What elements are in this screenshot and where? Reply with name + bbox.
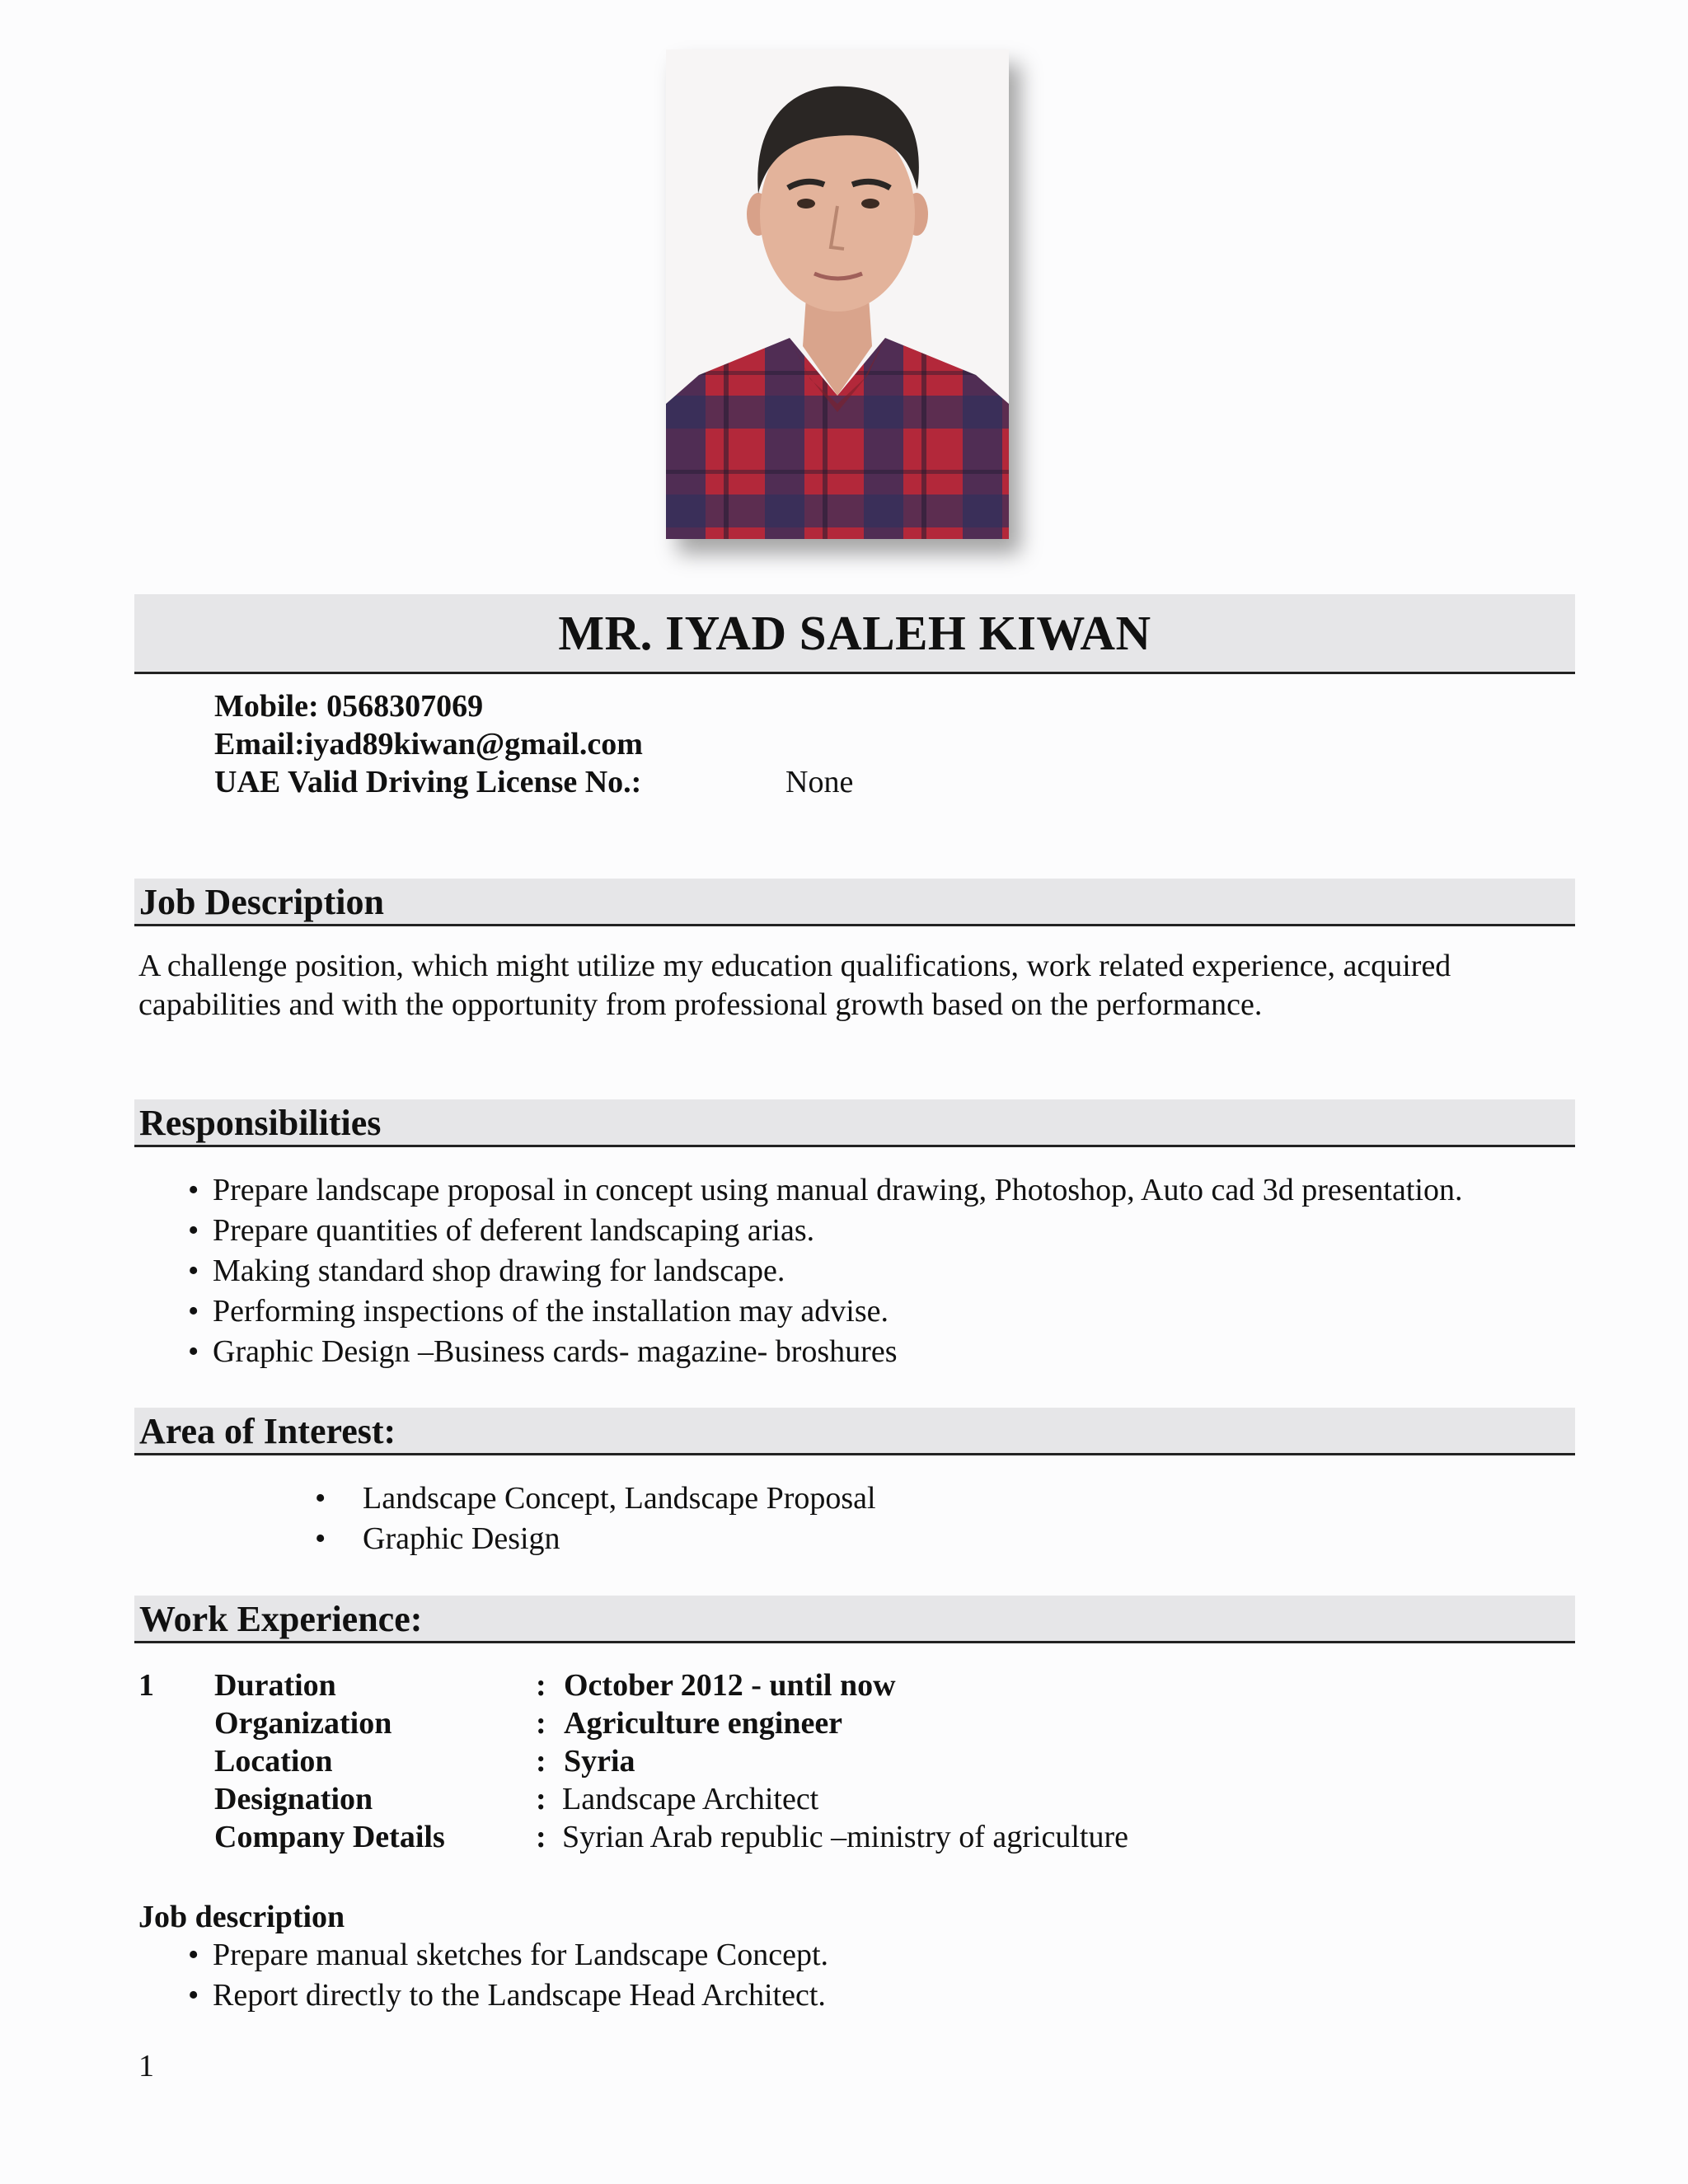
row-value: October 2012 - until now	[564, 1668, 896, 1703]
row-colon: :	[536, 1668, 546, 1703]
row-value: Agriculture engineer	[564, 1706, 843, 1741]
list-item: • Prepare landscape proposal in concept using manual drawing, Photoshop, Auto cad 3d presentation.	[188, 1170, 1462, 1211]
list-item	[315, 1479, 876, 1519]
list-item: • Prepare quantities of deferent landscaping arias.	[188, 1211, 1462, 1251]
row-colon: :	[536, 1782, 546, 1816]
row-colon: :	[536, 1744, 546, 1779]
interest-text: Graphic Design	[363, 1521, 560, 1556]
mobile-text: Mobile: 0568307069	[214, 689, 484, 724]
row-value: Landscape Architect	[562, 1782, 819, 1816]
license-label: UAE Valid Driving License No.:	[214, 765, 642, 799]
profile-photo	[666, 49, 1009, 539]
row-value: Syrian Arab republic –ministry of agriculture	[562, 1820, 1128, 1854]
section-title-job-description: Job Description	[134, 879, 1575, 926]
job-description-paragraph	[138, 947, 1573, 1024]
section-title-responsibilities: Responsibilities	[134, 1099, 1575, 1147]
row-label: Company Details	[214, 1820, 445, 1854]
list-item: • Making standard shop drawing for landscape.	[188, 1251, 1462, 1291]
portrait-image	[666, 49, 1009, 539]
candidate-name-heading: MR. IYAD SALEH KIWAN	[134, 594, 1575, 674]
job-description-subtitle: Job description	[138, 1900, 345, 1934]
row-colon: :	[536, 1820, 546, 1854]
contact-block	[214, 687, 643, 801]
bullet-icon: •	[315, 1481, 326, 1516]
job-description-line: A challenge position, which might utilize my education qualifications, work related experience, acquired	[138, 949, 1451, 983]
job-description-line: capabilities and with the opportunity from professional growth based on the performance.	[138, 987, 1263, 1022]
row-label: Duration	[214, 1668, 336, 1703]
list-item: • Graphic Design –Business cards- magazine- broshures	[188, 1332, 1462, 1372]
row-label: Organization	[214, 1706, 392, 1741]
list-item: • Performing inspections of the installation may advise.	[188, 1291, 1462, 1332]
responsibilities-list	[188, 1170, 1462, 1372]
interest-list	[315, 1479, 876, 1559]
row-value: Syria	[564, 1744, 635, 1779]
list-item: • Prepare manual sketches for Landscape Concept.	[188, 1935, 828, 1975]
list-item	[315, 1519, 876, 1559]
row-colon: :	[536, 1706, 546, 1741]
job-duties-list	[188, 1935, 828, 2016]
page-number: 1	[138, 2049, 154, 2083]
section-title-work-experience: Work Experience:	[134, 1596, 1575, 1643]
section-title-area-of-interest: Area of Interest:	[134, 1408, 1575, 1455]
row-label: Designation	[214, 1782, 373, 1816]
bullet-icon: •	[315, 1521, 326, 1556]
email-text: Email:iyad89kiwan@gmail.com	[214, 727, 643, 762]
row-label: Location	[214, 1744, 333, 1779]
list-item: • Report directly to the Landscape Head Architect.	[188, 1975, 828, 2016]
interest-text: Landscape Concept, Landscape Proposal	[363, 1481, 876, 1516]
entry-number: 1	[138, 1668, 154, 1703]
license-value: None	[785, 765, 854, 799]
